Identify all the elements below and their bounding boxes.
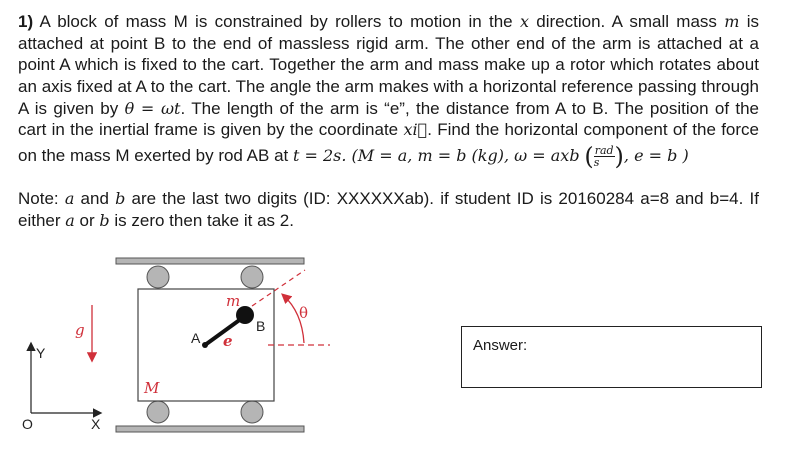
math: t = 2s. (M = a, m = b (kg), ω = axb: [292, 145, 580, 165]
problem-number: 1): [18, 12, 34, 31]
text: . Find the horizontal component of the force: [427, 120, 759, 139]
bottom-rail: [116, 426, 304, 432]
text: . The length of the arm is “e”, the distance from A to B. The position of the: [180, 99, 759, 118]
problem-line-2: attached at point B to the end of massless rigid arm. The other end of the arm is attached at a: [18, 34, 759, 53]
math: xi⃗: [403, 120, 428, 139]
math: a: [64, 189, 75, 208]
label-y-axis: Y: [36, 345, 46, 361]
answer-box[interactable]: [461, 326, 762, 388]
text: cart in the inertial frame is given by the coordinate: [18, 120, 399, 139]
text: Note:: [18, 189, 59, 208]
note-line-1: [18, 189, 759, 209]
math: θ = ωt: [124, 99, 181, 118]
label-mass-M: M: [144, 379, 160, 397]
label-x-axis: X: [91, 416, 101, 432]
math: b: [115, 189, 126, 208]
math: m: [724, 12, 740, 31]
problem-line-6: [18, 120, 759, 140]
label-b: B: [256, 318, 266, 334]
fraction-num: rad: [594, 144, 614, 157]
problem-line-7: on the mass M exerted by rod AB at t = 2s. (M = a, m = b (kg), ω = axb ( $\frac{\text{rad}}{s}$ ), e = b ): [18, 142, 689, 171]
text: is zero then take it as 2.: [114, 211, 294, 230]
label-origin: O: [22, 416, 33, 432]
text: A is given by: [18, 99, 119, 118]
text: are the last two digits (ID: XXXXXXab). if student ID is 20160284 a=8 and b=4. If: [131, 189, 759, 208]
fraction: [594, 145, 615, 168]
math: x: [519, 12, 529, 31]
problem-line-5: [18, 99, 759, 119]
label-a: A: [191, 330, 201, 346]
text: A block of mass M is constrained by rollers to motion in the: [39, 12, 513, 31]
roller: [147, 401, 169, 423]
label-m: m: [226, 292, 241, 310]
note-line-2: [18, 211, 759, 231]
label-g: g: [75, 321, 85, 339]
problem-line-1: [18, 12, 759, 32]
text: on the mass M exerted by rod AB at: [18, 145, 289, 165]
pivot-a: [202, 342, 208, 348]
roller: [147, 266, 169, 288]
text: direction. A small mass: [536, 12, 717, 31]
text: is: [746, 12, 759, 31]
math: b: [99, 211, 110, 230]
math: , e = b ): [623, 145, 689, 165]
roller: [241, 266, 263, 288]
text: or: [79, 211, 95, 230]
top-rail: [116, 258, 304, 264]
math: a: [65, 211, 75, 230]
label-theta: θ: [299, 304, 309, 322]
fraction-den: s: [593, 156, 600, 169]
problem-line-3: point A which is fixed to the cart. Together the arm and mass make up a rotor which rotates about: [18, 55, 759, 74]
label-e: e: [223, 332, 233, 350]
problem-line-4: an axis fixed at A to the cart. The angle the arm makes with a horizontal reference passing through: [18, 77, 759, 96]
text: and: [80, 189, 109, 208]
roller: [241, 401, 263, 423]
rotor-cart-diagram: [0, 240, 400, 459]
answer-label: Answer:: [473, 337, 528, 354]
text: either: [18, 211, 61, 230]
